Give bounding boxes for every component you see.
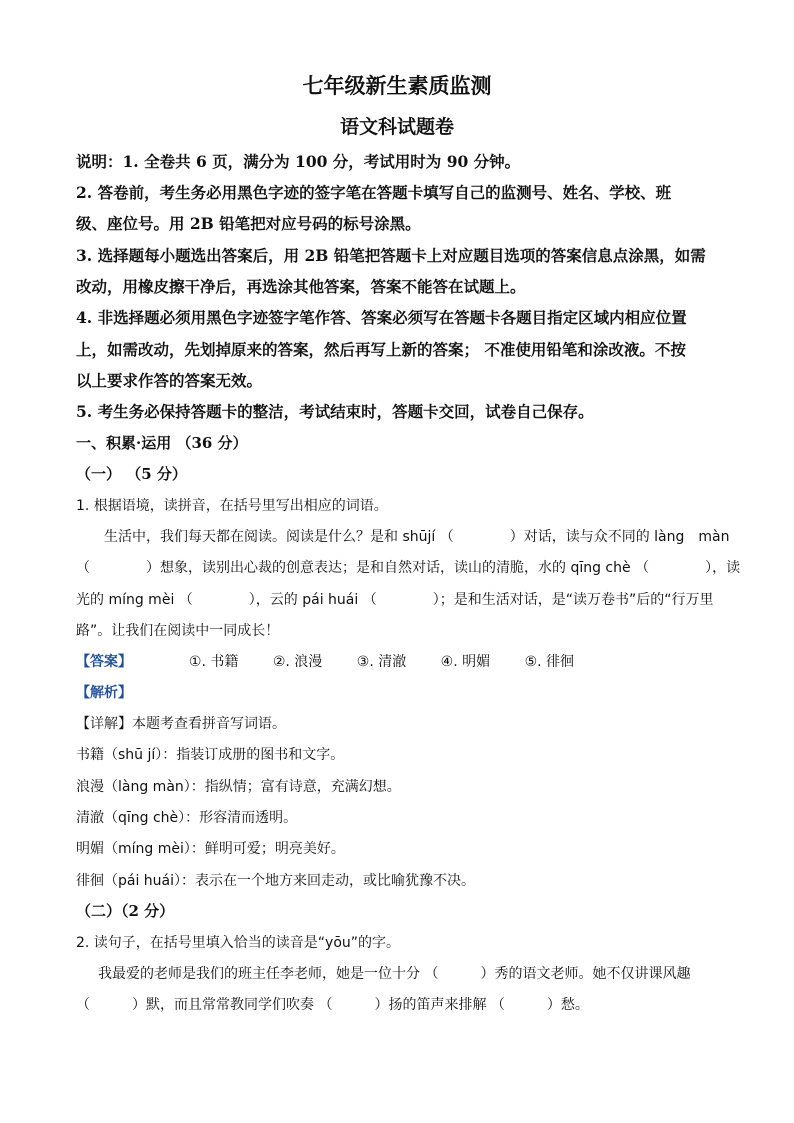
part-heading: （一） （5 分）: [76, 465, 187, 483]
instruction-line: 2. 答卷前，考生务必用黑色字迹的签字笔在答题卡填写自己的监测号、姓名、学校、班: [76, 183, 672, 202]
answer-text: . 明媚: [453, 654, 491, 670]
passage-line: 我最爱的老师是我们的班主任李老师，她是一位十分 （ ）秀的语文老师。她不仅讲课风趣: [98, 966, 691, 982]
passage-line: （ ）默，而且常常教同学们吹奏 （ ）扬的笛声来排解 （ ）愁。: [76, 997, 589, 1013]
explanation-line: 浪漫（làng màn）：指纵情；富有诗意，充满幻想。: [76, 779, 401, 795]
instruction-line: 以上要求作答的答案无效。: [76, 371, 263, 390]
explanation-line: 明媚（míng mèi）：鲜明可爱；明亮美好。: [76, 841, 345, 857]
answer-text: . 书籍: [201, 654, 239, 670]
answer-number: ⑤: [524, 654, 538, 670]
answer-text: . 浪漫: [285, 654, 323, 670]
answer-item: [273, 651, 322, 671]
answer-item: [525, 651, 574, 671]
answer-number: ①: [188, 654, 202, 670]
passage-line: 光的 míng mèi （ ），云的 pái huái （ ）；是和生活对话，是“读万卷书”后的“行万里: [76, 592, 714, 608]
question-stem: 1. 根据语境，读拼音，在括号里写出相应的词语。: [76, 498, 388, 514]
instruction-line: 5. 考生务必保持答题卡的整洁，考试结束时，答题卡交回，试卷自己保存。: [76, 402, 594, 421]
exam-subtitle: 语文科试题卷: [339, 116, 454, 138]
exam-title: 七年级新生素质监测: [302, 73, 492, 98]
answer-row: [76, 651, 574, 671]
instruction-line: 上，如需改动，先划掉原来的答案，然后再写上新的答案； 不准使用铅笔和涂改液。不按: [76, 340, 686, 359]
explanation-line: 清澈（qīng chè）：形容清而透明。: [76, 810, 298, 826]
detail-line: [76, 713, 286, 733]
instruction-line: 级、座位号。用 2B 铅笔把对应号码的标号涂黑。: [76, 214, 421, 233]
answer-item: [357, 651, 406, 671]
explanation-line: 书籍（shū jí）：指装订成册的图书和文字。: [76, 747, 345, 763]
explanation-line: 徘徊（pái huái）：表示在一个地方来回走动，或比喻犹豫不决。: [76, 873, 476, 889]
question-stem: 2. 读句子，在括号里填入恰当的读音是“yōu”的字。: [76, 935, 401, 951]
passage-line: 路”。让我们在阅读中一同成长！: [76, 623, 280, 639]
answer-label: 【答案】: [76, 654, 132, 670]
answer-text: . 清澈: [369, 654, 407, 670]
answer-item: [441, 651, 490, 671]
instruction-line: 说明：1. 全卷共 6 页，满分为 100 分，考试用时为 90 分钟。: [76, 152, 521, 171]
detail-intro: 本题考查看拼音写词语。: [132, 716, 286, 732]
section-heading: 一、积累·运用 （36 分）: [76, 434, 248, 452]
answer-text: . 徘徊: [537, 654, 575, 670]
answer-item: [189, 651, 238, 671]
answer-number: ④: [440, 654, 454, 670]
instruction-line: 3. 选择题每小题选出答案后，用 2B 铅笔把答题卡上对应题目选项的答案信息点涂黑，如需: [76, 246, 706, 265]
passage-line: （ ）想象，读别出心裁的创意表达；是和自然对话，读山的清脆，水的 qīng chè （ ），读: [76, 560, 741, 576]
instruction-line: 改动，用橡皮擦干净后，再选涂其他答案，答案不能答在试题上。: [76, 277, 526, 296]
answer-number: ③: [356, 654, 370, 670]
instruction-line: 4. 非选择题必须用黑色字迹签字笔作答、答案必须写在答题卡各题目指定区域内相应位置: [76, 308, 687, 327]
detail-label: 【详解】: [76, 716, 132, 732]
passage-line: 生活中，我们每天都在阅读。阅读是什么？是和 shūjí （ ）对话，读与众不同的 làng màn: [104, 529, 730, 545]
answer-number: ②: [272, 654, 286, 670]
part-heading: （二）（2 分）: [76, 902, 175, 920]
analysis-label: 【解析】: [76, 685, 132, 701]
